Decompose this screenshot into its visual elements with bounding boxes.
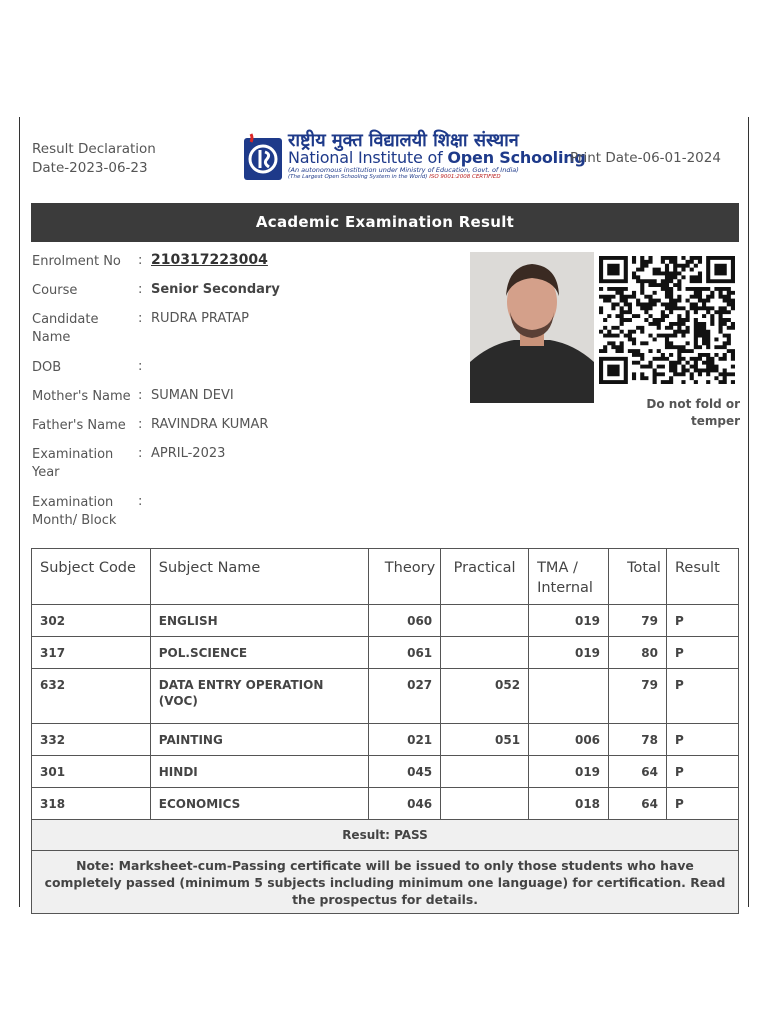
marks-table [31,548,739,914]
father-name-label: Father's Name [32,418,126,433]
subject-name-cell: POL.SCIENCE [150,637,368,669]
note-row [32,851,739,914]
exam-year-label: Examination Year [32,447,114,480]
overall-result: Result: PASS [32,820,739,851]
logo-hindi-text: राष्ट्रीय मुक्त विद्यालयी शिक्षा संस्थान [288,130,519,151]
exam-year-value: APRIL-2023 [151,446,226,461]
separator: : [138,253,143,268]
mother-name-label: Mother's Name [32,389,131,404]
certification-note: Note: Marksheet-cum-Passing certificate will be issued to only those students who have completely passed (minimum 5 subjects including minimum one language) for certification. Read the prospectus for details. [32,851,739,914]
subject-code-cell: 301 [32,756,151,788]
exam-block-label: Examination Month/ Block [32,495,117,528]
subject-name-cell: ENGLISH [150,605,368,637]
page-title: Academic Examination Result [31,203,739,242]
subject-name-cell: HINDI [150,756,368,788]
header-total: Total [609,549,667,605]
total-cell: 79 [609,605,667,637]
qr-finder-pattern [706,256,735,283]
candidate-photo-image [470,252,594,403]
theory-cell: 027 [369,669,441,724]
total-cell: 64 [609,756,667,788]
result-declaration-date [32,140,156,178]
logo-tagline-2 [288,174,501,180]
overall-result-row [32,820,739,851]
course-value: Senior Secondary [151,282,280,297]
father-name-value: RAVINDRA KUMAR [151,417,269,432]
subject-code-cell: 318 [32,788,151,820]
header-result: Result [666,549,738,605]
table-row [32,605,739,637]
practical-cell [441,756,529,788]
print-date: Print Date-06-01-2024 [570,150,721,166]
separator: : [138,282,143,297]
total-cell: 64 [609,788,667,820]
declaration-date: Date-2023-06-23 [32,160,148,176]
result-cell: P [666,788,738,820]
subject-code-cell: 317 [32,637,151,669]
practical-cell: 052 [441,669,529,724]
nios-emblem-icon [243,132,283,182]
separator: : [138,417,143,432]
result-cell: P [666,637,738,669]
practical-cell [441,637,529,669]
logo-english-text [288,148,586,167]
separator: : [138,359,143,374]
logo-iso: ISO 9001:2008 CERTIFIED [429,174,501,180]
theory-cell: 061 [369,637,441,669]
subject-code-cell: 632 [32,669,151,724]
subject-name-cell: DATA ENTRY OPERATION (VOC) [150,669,368,724]
qr-finder-pattern [599,357,628,384]
table-row [32,756,739,788]
candidate-photo [470,252,594,403]
logo-english-bold: Open Schooling [447,148,586,167]
theory-cell: 021 [369,724,441,756]
result-cell: P [666,756,738,788]
enrolment-number: 210317223004 [151,252,268,268]
separator: : [138,446,143,461]
header-theory: Theory [369,549,441,605]
theory-cell: 060 [369,605,441,637]
page-border-right [748,117,749,907]
header-tma-internal: TMA / Internal [529,549,609,605]
total-cell: 80 [609,637,667,669]
table-row [32,724,739,756]
do-not-fold-notice: Do not fold or temper [646,397,740,428]
result-cell: P [666,724,738,756]
tma-cell: 006 [529,724,609,756]
table-row [32,788,739,820]
theory-cell: 046 [369,788,441,820]
theory-cell: 045 [369,756,441,788]
course-label: Course [32,283,78,298]
declaration-label: Result Declaration [32,141,156,157]
tma-cell: 019 [529,756,609,788]
qr-finder-pattern [599,256,628,283]
separator: : [138,388,143,403]
practical-cell: 051 [441,724,529,756]
total-cell: 79 [609,669,667,724]
subject-code-cell: 332 [32,724,151,756]
separator: : [138,311,143,326]
header-practical: Practical [441,549,529,605]
table-header-row [32,549,739,605]
header-subject-code: Subject Code [32,549,151,605]
qr-code-icon [599,256,735,384]
enrolment-label: Enrolment No [32,254,121,269]
logo-english-prefix: National Institute of [288,148,448,167]
result-cell: P [666,605,738,637]
tma-cell: 019 [529,637,609,669]
logo-tagline: (An autonomous institution under Ministry of Education, Govt. of India) [288,166,519,174]
logo-tagline2-text: (The Largest Open Schooling System in the World) [288,174,428,180]
subject-name-cell: PAINTING [150,724,368,756]
separator: : [138,494,143,509]
practical-cell [441,788,529,820]
total-cell: 78 [609,724,667,756]
table-row [32,637,739,669]
table-row [32,669,739,724]
result-cell: P [666,669,738,724]
subject-name-cell: ECONOMICS [150,788,368,820]
header-subject-name: Subject Name [150,549,368,605]
nios-logo [243,128,586,184]
tma-cell [529,669,609,724]
dob-label: DOB [32,360,62,375]
tma-cell: 019 [529,605,609,637]
subject-code-cell: 302 [32,605,151,637]
page-border-left [19,117,20,907]
practical-cell [441,605,529,637]
candidate-name-value: RUDRA PRATAP [151,311,249,326]
mother-name-value: SUMAN DEVI [151,388,234,403]
candidate-name-label: Candidate Name [32,312,99,345]
tma-cell: 018 [529,788,609,820]
